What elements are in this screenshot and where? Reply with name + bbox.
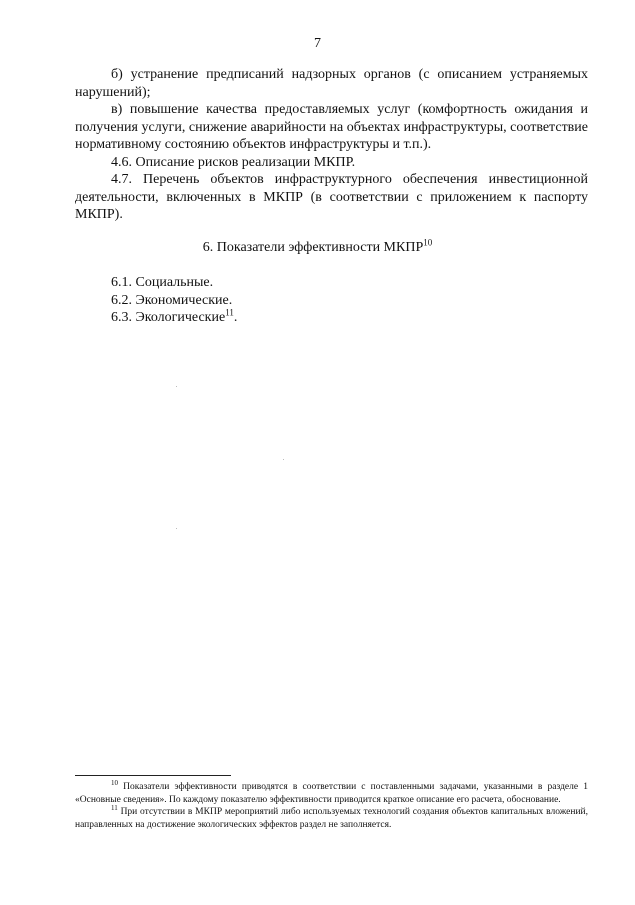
list-item-text: 6.3. Экологические	[111, 310, 226, 325]
list-item-suffix: .	[233, 310, 238, 325]
footnote-text: При отсутствии в МКПР мероприятий либо используемых технологий создания объектов капитальных вложений, направленных на достижение экологических эффектов раздел не заполняется.	[75, 807, 589, 830]
list-item-text: 6.2. Экономические.	[111, 292, 233, 308]
footnotes	[75, 778, 589, 831]
scan-speck	[176, 386, 177, 387]
scan-speck	[176, 528, 177, 529]
list-item-economic	[111, 292, 237, 310]
section-heading-text: 6. Показатели эффективности МКПР	[202, 240, 424, 255]
section-heading	[0, 237, 635, 256]
footnote-11	[75, 803, 589, 831]
footnote-marker: 11	[111, 803, 118, 812]
paragraph-4-6: 4.6. Описание рисков реализации МКПР.	[111, 154, 356, 170]
indicator-list	[111, 274, 237, 327]
footnote-10	[75, 778, 588, 806]
footnote-text: Показатели эффективности приводятся в соответствии с поставленными задачами, указанными в разделе 1 «Основные сведения». По каждому показателю эффективности приводится краткое описание его расчета, обоснование.	[75, 782, 588, 805]
paragraph-4-7: 4.7. Перечень объектов инфраструктурного обеспечения инвестиционной деятельности, включенных в МКПР (в соответствии с приложением к паспорту МКПР).	[75, 172, 588, 222]
page-number: 7	[314, 36, 321, 51]
paragraph-v: в) повышение качества предоставляемых услуг (комфортность ожидания и получения услуги, снижение аварийности на объектах инфраструктуры, соответствие нормативному состоянию объектов инфраструктуры и т.п.).	[75, 102, 588, 152]
list-item-social	[111, 274, 237, 292]
heading-footnote-ref: 10	[423, 237, 433, 248]
list-item-ecological	[111, 309, 237, 327]
list-item-footnote-ref: 11	[225, 307, 234, 318]
footnote-divider	[75, 775, 231, 776]
footnote-marker: 10	[111, 778, 118, 787]
paragraph-b: б) устранение предписаний надзорных органов (с описанием устраняемых нарушений);	[75, 67, 588, 100]
list-item-text: 6.1. Социальные.	[111, 275, 214, 290]
body-text	[75, 66, 588, 224]
scan-speck	[283, 459, 284, 460]
